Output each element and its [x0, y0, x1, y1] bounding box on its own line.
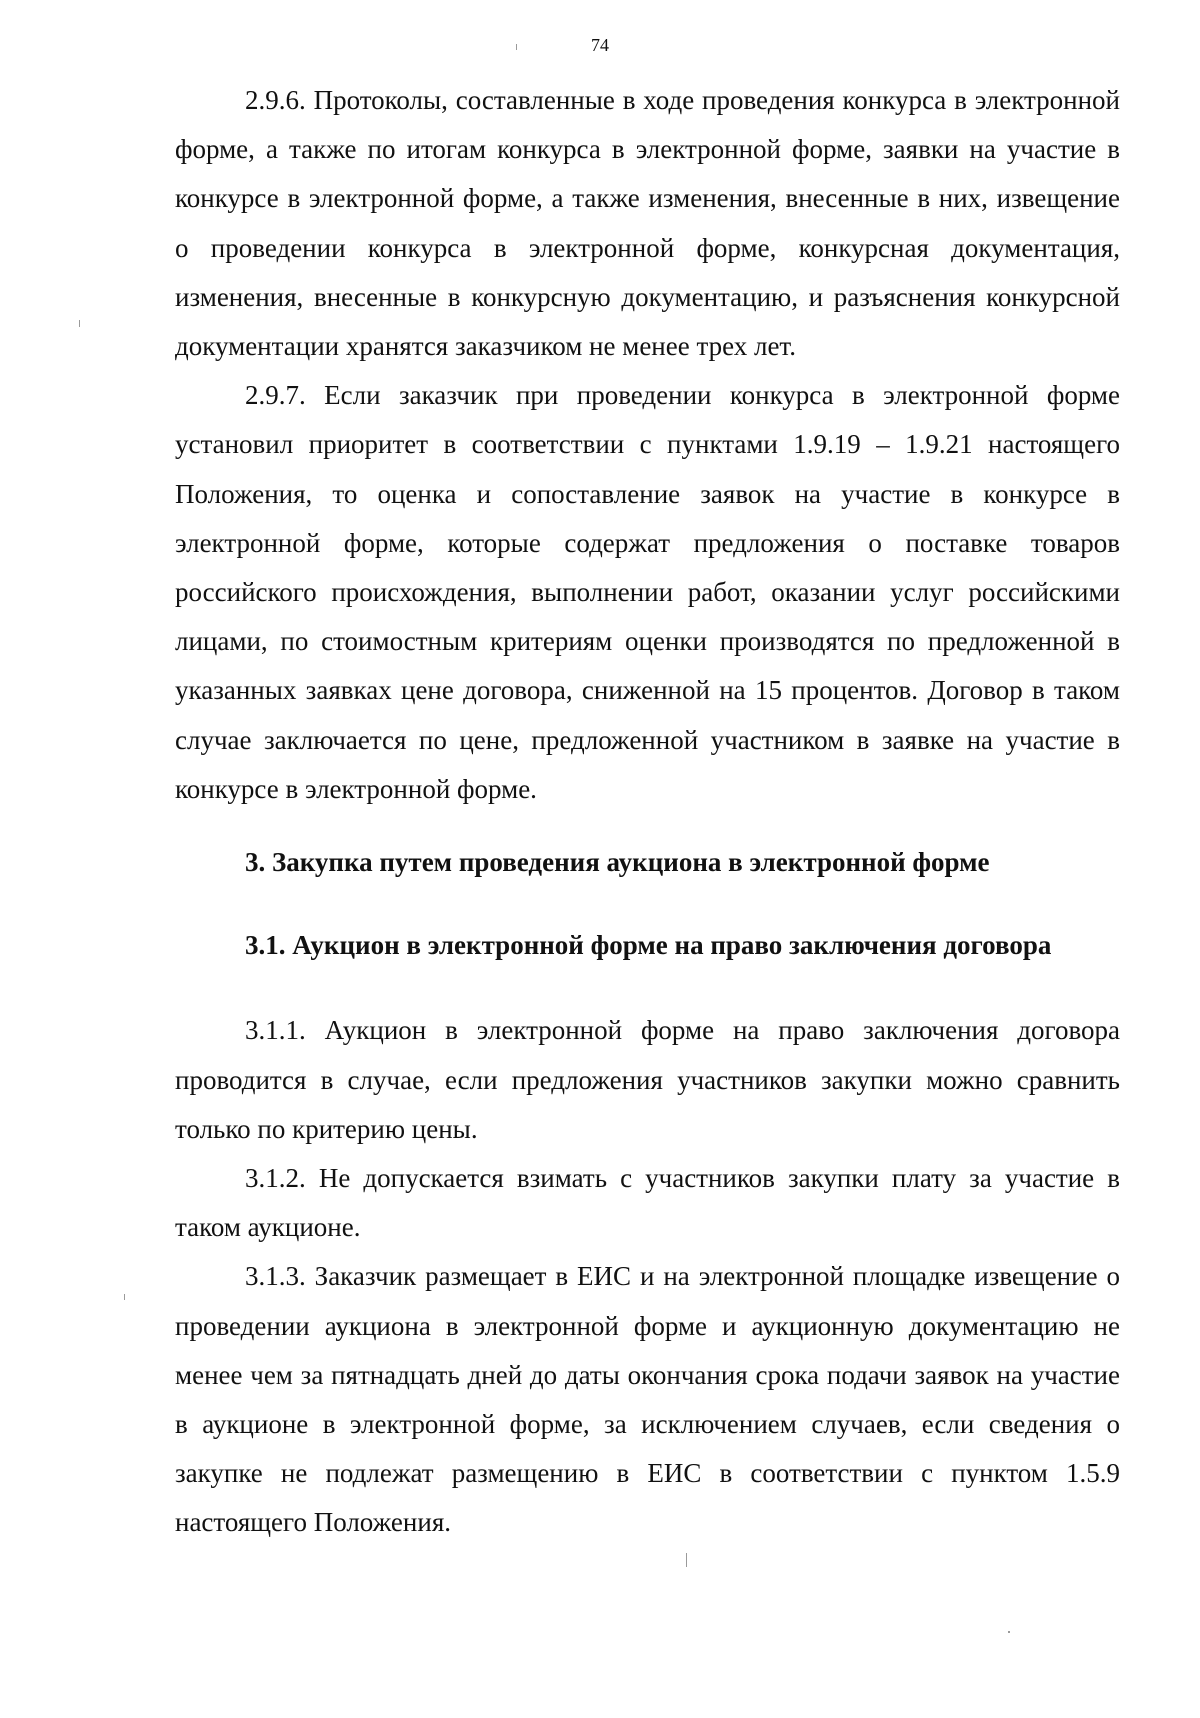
scan-speck [79, 320, 80, 327]
scan-speck [686, 1553, 687, 1567]
paragraph-2-9-7: 2.9.7. Если заказчик при проведении конкурса в электронной форме установил приоритет в соответствии с пунктами 1.9.19 – 1.9.21 настоящего Положения, то оценка и сопоставление заявок на участие в конкурсе в электронной форме, которые содержат предложения о поставке товаров российского происхождения, выполнении работ, оказании услуг российскими лицами, по стоимостным критериям оценки производятся по предложенной в указанных заявках цене договора, сниженной на 15 процентов. Договор в таком случае заключается по цене, предложенной участником в заявке на участие в конкурсе в электронной форме. [175, 380, 1120, 804]
paragraph-3-1-1: 3.1.1. Аукцион в электронной форме на право заключения договора проводится в случае, если предложения участников закупки можно сравнить только по критерию цены. [175, 1015, 1120, 1144]
scan-speck [1008, 1631, 1010, 1633]
scan-speck [124, 1294, 125, 1300]
document-body [175, 76, 1120, 1548]
scan-speck [516, 44, 517, 50]
section-heading-3: 3. Закупка путем проведения аукциона в электронной форме [245, 847, 990, 878]
page-number: 74 [591, 35, 609, 55]
subsection-heading-3-1: 3.1. Аукцион в электронной форме на право заключения договора [245, 930, 1052, 961]
paragraph-3-1-2: 3.1.2. Не допускается взимать с участников закупки плату за участие в таком аукционе. [175, 1163, 1120, 1243]
paragraph-3-1-3: 3.1.3. Заказчик размещает в ЕИС и на электронной площадке извещение о проведении аукциона в электронной форме и аукционную документацию не менее чем за пятнадцать дней до даты окончания срока подачи заявок на участие в аукционе в электронной форме, за исключением случаев, если сведения о закупке не подлежат размещению в ЕИС в соответствии с пунктом 1.5.9 настоящего Положения. [175, 1261, 1120, 1538]
paragraph-2-9-6: 2.9.6. Протоколы, составленные в ходе проведения конкурса в электронной форме, а также по итогам конкурса в электронной форме, заявки на участие в конкурсе в электронной форме, а также изменения, внесенные в них, извещение о проведении конкурса в электронной форме, конкурсная документация, изменения, внесенные в конкурсную документацию, и разъяснения конкурсной документации хранятся заказчиком не менее трех лет. [175, 85, 1120, 362]
